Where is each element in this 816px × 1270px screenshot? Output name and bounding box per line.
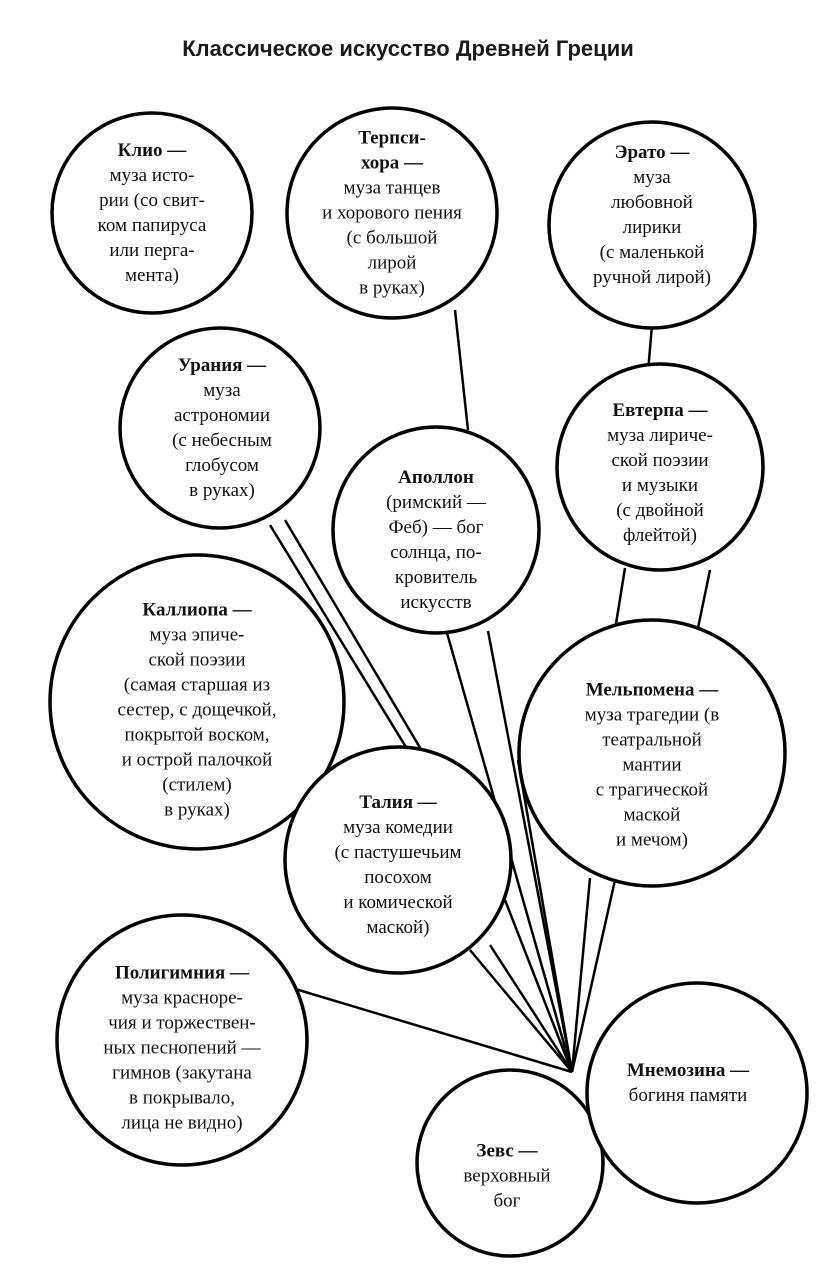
node-terpsichore-name: Терпси- xyxy=(358,127,426,149)
node-polyhymnia-line: муза красноре- xyxy=(121,987,243,1009)
node-erato-line: (с маленькой xyxy=(599,242,705,263)
node-melpomene-line: мантии xyxy=(622,754,682,776)
link-terpsichore-apollo xyxy=(455,310,468,430)
node-thalia-line: (с пастушечьим xyxy=(334,842,462,863)
node-melpomene-line: театральной xyxy=(602,729,702,751)
node-polyhymnia-name: Полигимния — xyxy=(114,962,250,984)
node-thalia-line: посохом xyxy=(364,867,432,888)
node-klio-name: Клио — xyxy=(117,140,187,161)
node-urania-name: Урания — xyxy=(177,355,267,376)
node-calliope-line: и острой палочкой xyxy=(121,749,273,771)
node-thalia-line: и комической xyxy=(343,892,453,913)
node-calliope-line: сестер, с дощечкой, xyxy=(117,699,277,721)
node-terpsichore-line: (с большой xyxy=(346,227,438,249)
node-terpsichore-line: лирой xyxy=(367,252,417,274)
node-melpomene-name: Мельпомена — xyxy=(585,679,719,701)
node-klio-line: ком папируса xyxy=(97,215,207,236)
link-polyhymnia-zeus xyxy=(292,988,572,1072)
node-urania-line: в руках) xyxy=(189,480,255,501)
node-thalia-name: Талия — xyxy=(359,792,437,813)
node-terpsichore xyxy=(322,126,462,301)
node-mnemosyne xyxy=(627,1058,749,1108)
node-polyhymnia-line: лица не видно) xyxy=(121,1112,243,1134)
node-terpsichore-name: хора — xyxy=(360,152,424,174)
node-thalia xyxy=(334,790,461,940)
node-apollo-line: солнца, по- xyxy=(390,542,482,563)
node-polyhymnia-line: чия и торжествен- xyxy=(108,1012,256,1034)
node-melpomene-line: и мечом) xyxy=(616,829,688,851)
node-euterpe-line: флейтой) xyxy=(623,525,697,546)
link-euterpe-melpomene-b xyxy=(698,570,710,628)
node-euterpe-name: Евтерпа — xyxy=(612,400,708,421)
node-melpomene-line: муза трагедии (в xyxy=(584,704,720,726)
node-apollo-line: (римский — xyxy=(386,492,486,513)
link-melpomene-zeus-b xyxy=(572,878,590,1072)
node-calliope-line: муза эпиче- xyxy=(149,624,245,646)
node-mnemosyne-line: богиня памяти xyxy=(628,1085,748,1106)
node-polyhymnia-line: гимнов (закутана xyxy=(112,1062,252,1084)
node-terpsichore-line: в руках) xyxy=(359,277,425,299)
node-calliope-line: (стилем) xyxy=(162,774,232,796)
link-thalia-zeus-a xyxy=(470,950,572,1072)
node-thalia-line: муза комедии xyxy=(343,817,453,838)
node-erato-line: лирики xyxy=(622,217,682,238)
node-zeus xyxy=(463,1139,550,1214)
node-erato-line: ручной лирой) xyxy=(592,267,712,288)
node-euterpe-line: (с двойной xyxy=(616,500,704,521)
node-apollo-line: кровитель xyxy=(394,567,478,588)
node-euterpe-line: ской поэзии xyxy=(611,450,709,471)
node-apollo-name: Аполлон xyxy=(398,467,474,488)
node-calliope-line: покрытой воском, xyxy=(124,724,270,746)
node-calliope xyxy=(118,598,277,823)
page-title: Классическое искусство Древней Греции xyxy=(182,36,634,61)
node-erato-name: Эрато — xyxy=(614,142,690,163)
node-terpsichore-line: и хорового пения xyxy=(322,202,462,224)
node-euterpe xyxy=(607,398,713,548)
node-calliope-line: (самая старшая из xyxy=(123,674,271,696)
node-melpomene-line: маской xyxy=(623,804,681,826)
node-klio-line: мента) xyxy=(125,265,179,286)
node-melpomene-line: с трагической xyxy=(595,779,709,801)
node-melpomene xyxy=(585,678,719,853)
node-apollo-line: искусств xyxy=(400,592,472,613)
node-apollo-line: Феб) — бог xyxy=(388,517,484,538)
node-erato-line: любовной xyxy=(611,192,693,213)
node-erato xyxy=(593,140,711,290)
node-urania-line: глобусом xyxy=(185,455,259,476)
node-euterpe-line: муза лириче- xyxy=(607,425,713,446)
node-zeus-line: бог xyxy=(493,1190,521,1212)
node-klio xyxy=(98,138,207,288)
node-polyhymnia xyxy=(103,961,260,1136)
node-calliope-line: в руках) xyxy=(164,799,230,821)
node-klio-line: рии (со свит- xyxy=(99,190,205,211)
node-urania-line: (с небесным xyxy=(172,430,272,451)
node-polyhymnia-line: ных песнопений — xyxy=(103,1037,261,1059)
node-mnemosyne-name: Мнемозина — xyxy=(626,1060,750,1081)
node-euterpe-line: и музыки xyxy=(621,475,699,496)
node-klio-line: муза исто- xyxy=(109,165,195,186)
node-zeus-name: Зевс — xyxy=(476,1140,538,1162)
node-urania xyxy=(172,353,272,503)
node-urania-line: астрономии xyxy=(173,405,271,426)
node-urania-line: муза xyxy=(203,380,241,401)
link-euterpe-melpomene-a xyxy=(615,568,625,630)
node-calliope-name: Каллиопа — xyxy=(142,599,252,621)
node-calliope-line: ской поэзии xyxy=(148,649,246,671)
node-apollo xyxy=(386,465,486,615)
node-erato-line: муза xyxy=(633,167,671,188)
node-terpsichore-line: муза танцев xyxy=(343,177,441,199)
node-klio-line: или перга- xyxy=(109,240,195,261)
node-zeus-line: верховный xyxy=(463,1165,551,1187)
node-thalia-line: маской) xyxy=(366,917,430,938)
node-polyhymnia-line: в покрывало, xyxy=(129,1087,235,1109)
